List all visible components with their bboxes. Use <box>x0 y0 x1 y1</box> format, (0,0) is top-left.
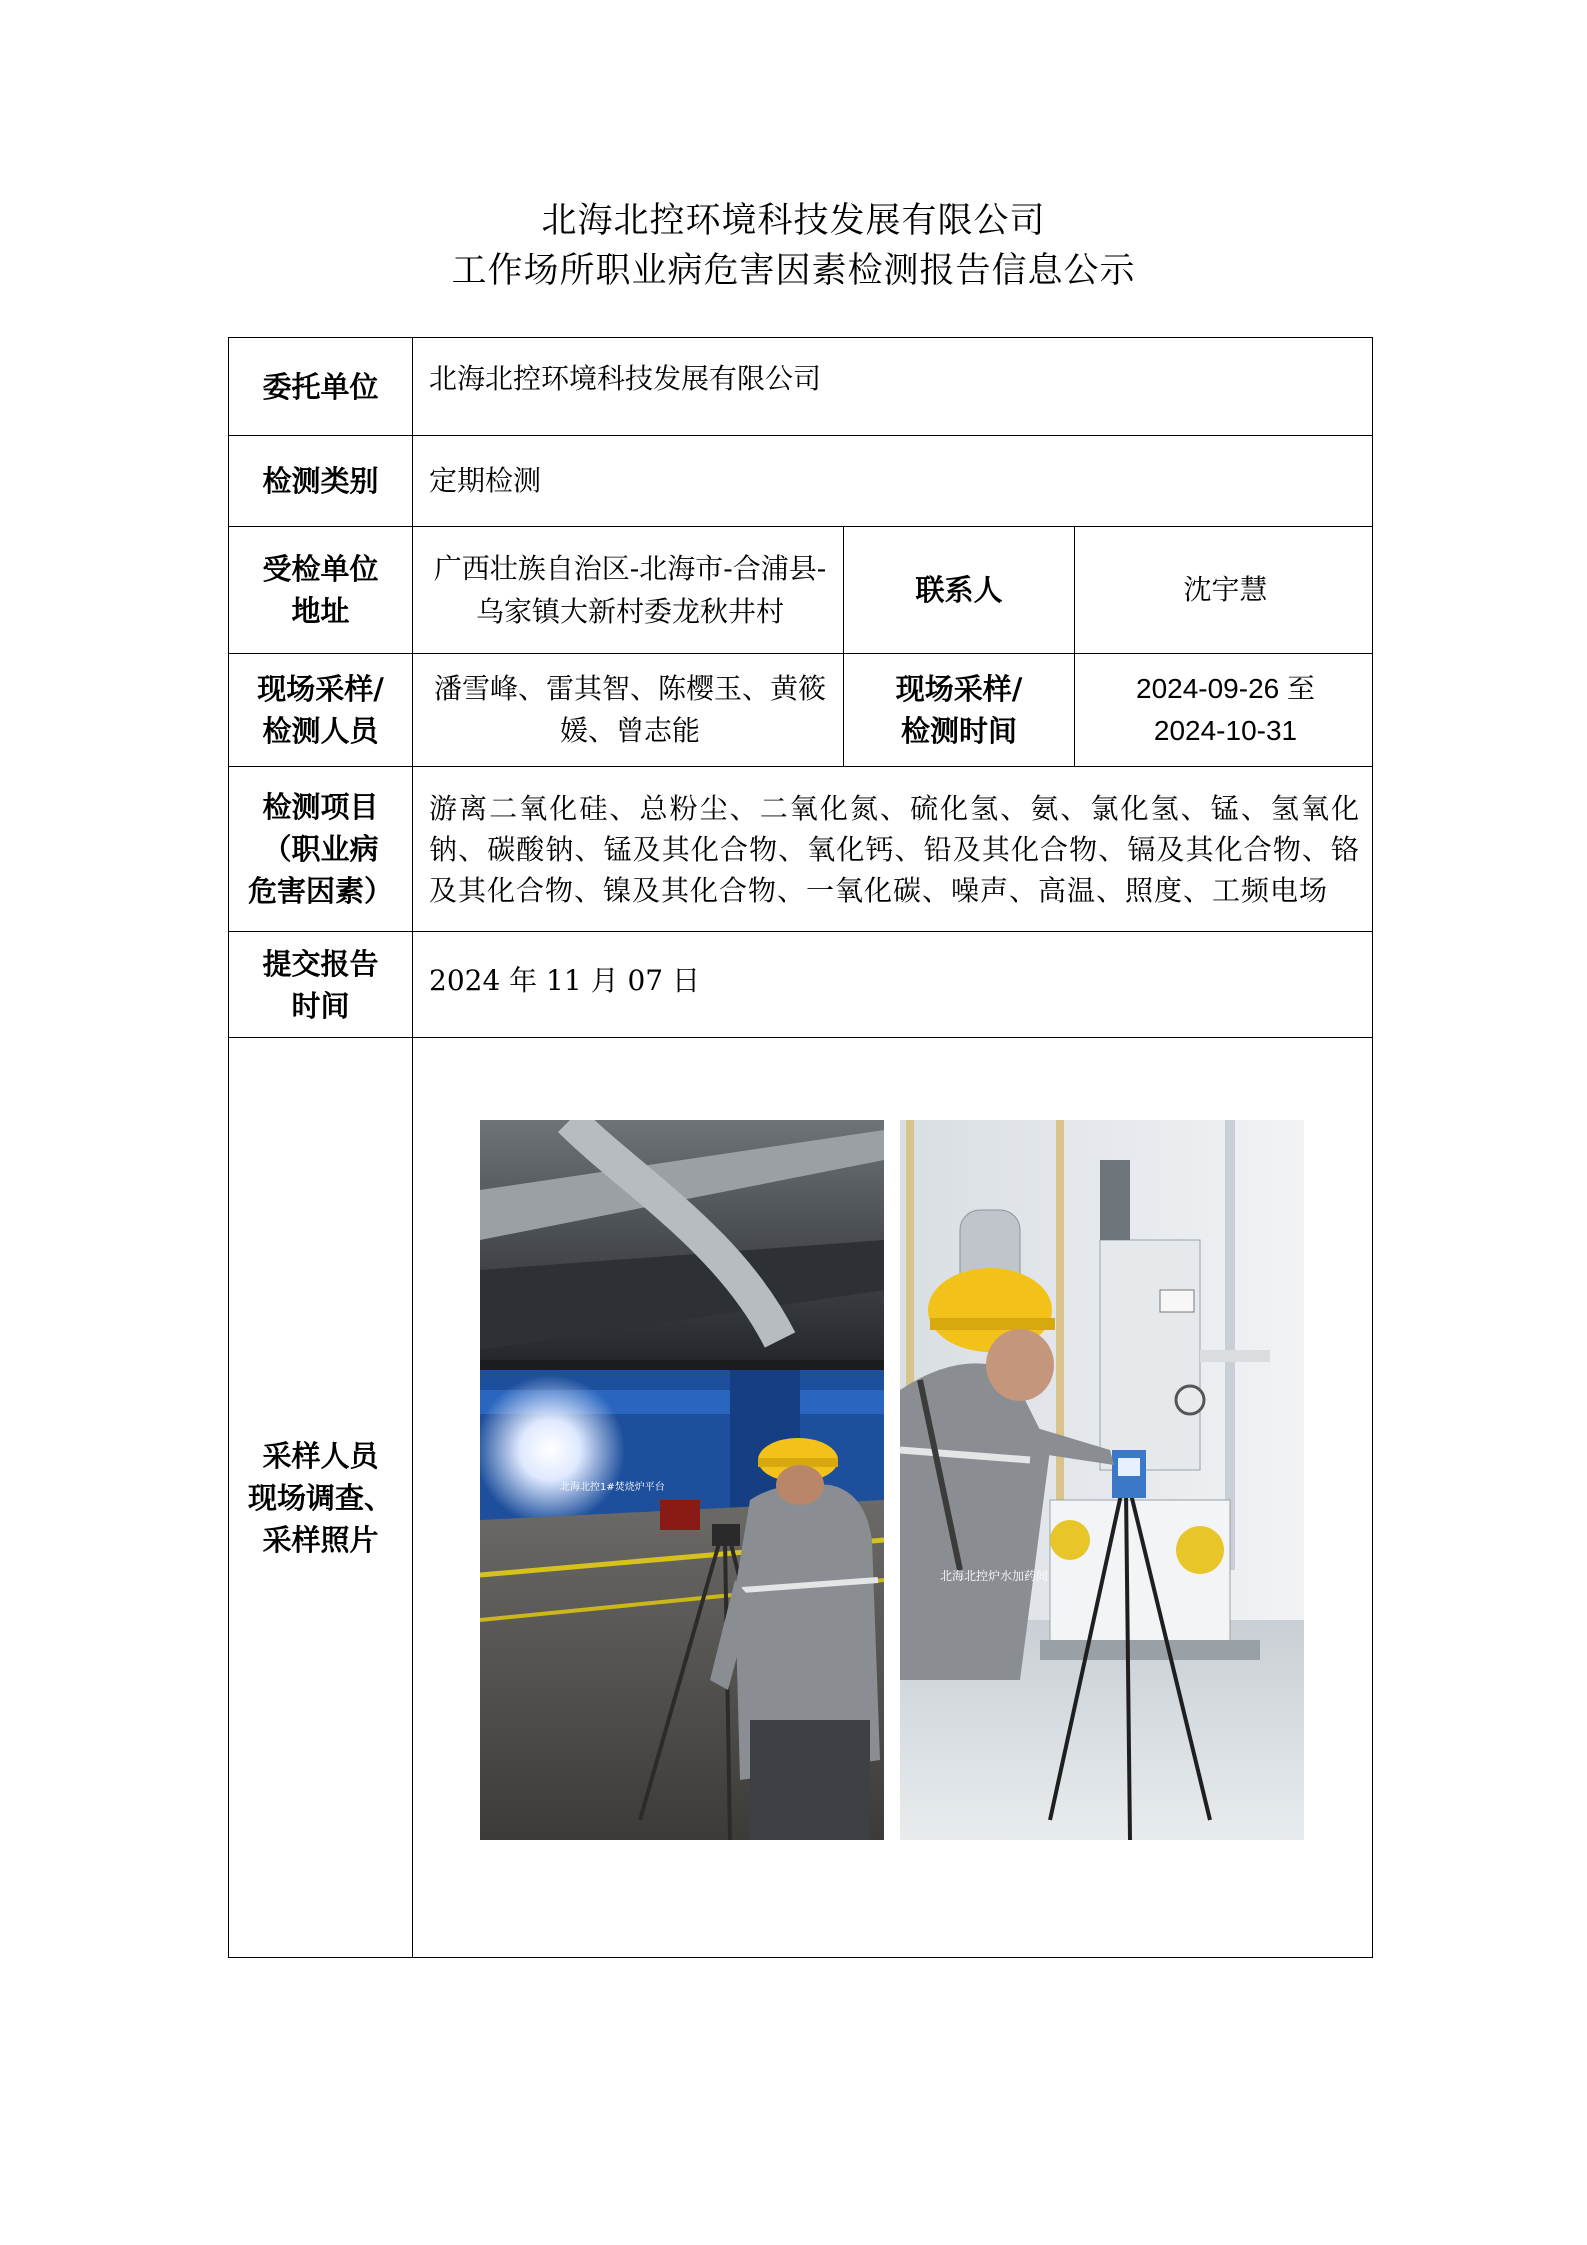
company-title: 北海北控环境科技发展有限公司 <box>541 201 1046 241</box>
type-value: 定期检测 <box>413 436 1373 527</box>
staff-label: 现场采样/ 检测人员 <box>229 654 413 767</box>
client-value: 北海北控环境科技发展有限公司 <box>413 338 1373 436</box>
items-label: 检测项目 （职业病 危害因素） <box>229 767 413 932</box>
incinerator-scene-image <box>480 1120 884 1840</box>
row-staff <box>229 654 1373 767</box>
submit-value: 2024 年 11 月 07 日 <box>413 932 1373 1038</box>
photos-cell <box>413 1038 1373 1958</box>
address-value: 广西壮族自治区-北海市-合浦县-乌家镇大新村委龙秋井村 <box>413 527 844 654</box>
left-photo-caption: 北海北控1#焚烧炉平台 <box>560 1482 665 1493</box>
submit-label: 提交报告 时间 <box>229 932 413 1038</box>
report-title: 工作场所职业病危害因素检测报告信息公示 <box>451 251 1136 291</box>
site-photo-incinerator-platform <box>480 1120 884 1840</box>
photo-area <box>413 1038 1372 1956</box>
row-photos <box>229 1038 1373 1958</box>
dosing-room-scene-image <box>900 1120 1304 1840</box>
client-label: 委托单位 <box>229 338 413 436</box>
right-photo-caption: 北海北控炉水加药间 <box>940 1569 1049 1583</box>
row-client <box>229 338 1373 436</box>
type-label: 检测类别 <box>229 436 413 527</box>
row-type <box>229 436 1373 527</box>
site-photo-dosing-room <box>900 1120 1304 1840</box>
items-value: 游离二氧化硅、总粉尘、二氧化氮、硫化氢、氨、氯化氢、锰、氢氧化钠、碳酸钠、锰及其化合物、氧化钙、铅及其化合物、镉及其化合物、铬及其化合物、镍及其化合物、一氧化碳、噪声、高温、照度、工频电场 <box>413 767 1373 932</box>
time-value: 2024-09-26 至 2024-10-31 <box>1075 654 1373 767</box>
row-address <box>229 527 1373 654</box>
staff-value: 潘雪峰、雷其智、陈樱玉、黄筱媛、曾志能 <box>413 654 844 767</box>
row-submit <box>229 932 1373 1038</box>
contact-value: 沈宇慧 <box>1075 527 1373 654</box>
contact-label: 联系人 <box>844 527 1075 654</box>
time-label: 现场采样/ 检测时间 <box>844 654 1075 767</box>
row-items <box>229 767 1373 932</box>
info-table <box>228 337 1373 1958</box>
address-label: 受检单位 地址 <box>229 527 413 654</box>
photos-label: 采样人员 现场调查、 采样照片 <box>229 1038 413 1958</box>
